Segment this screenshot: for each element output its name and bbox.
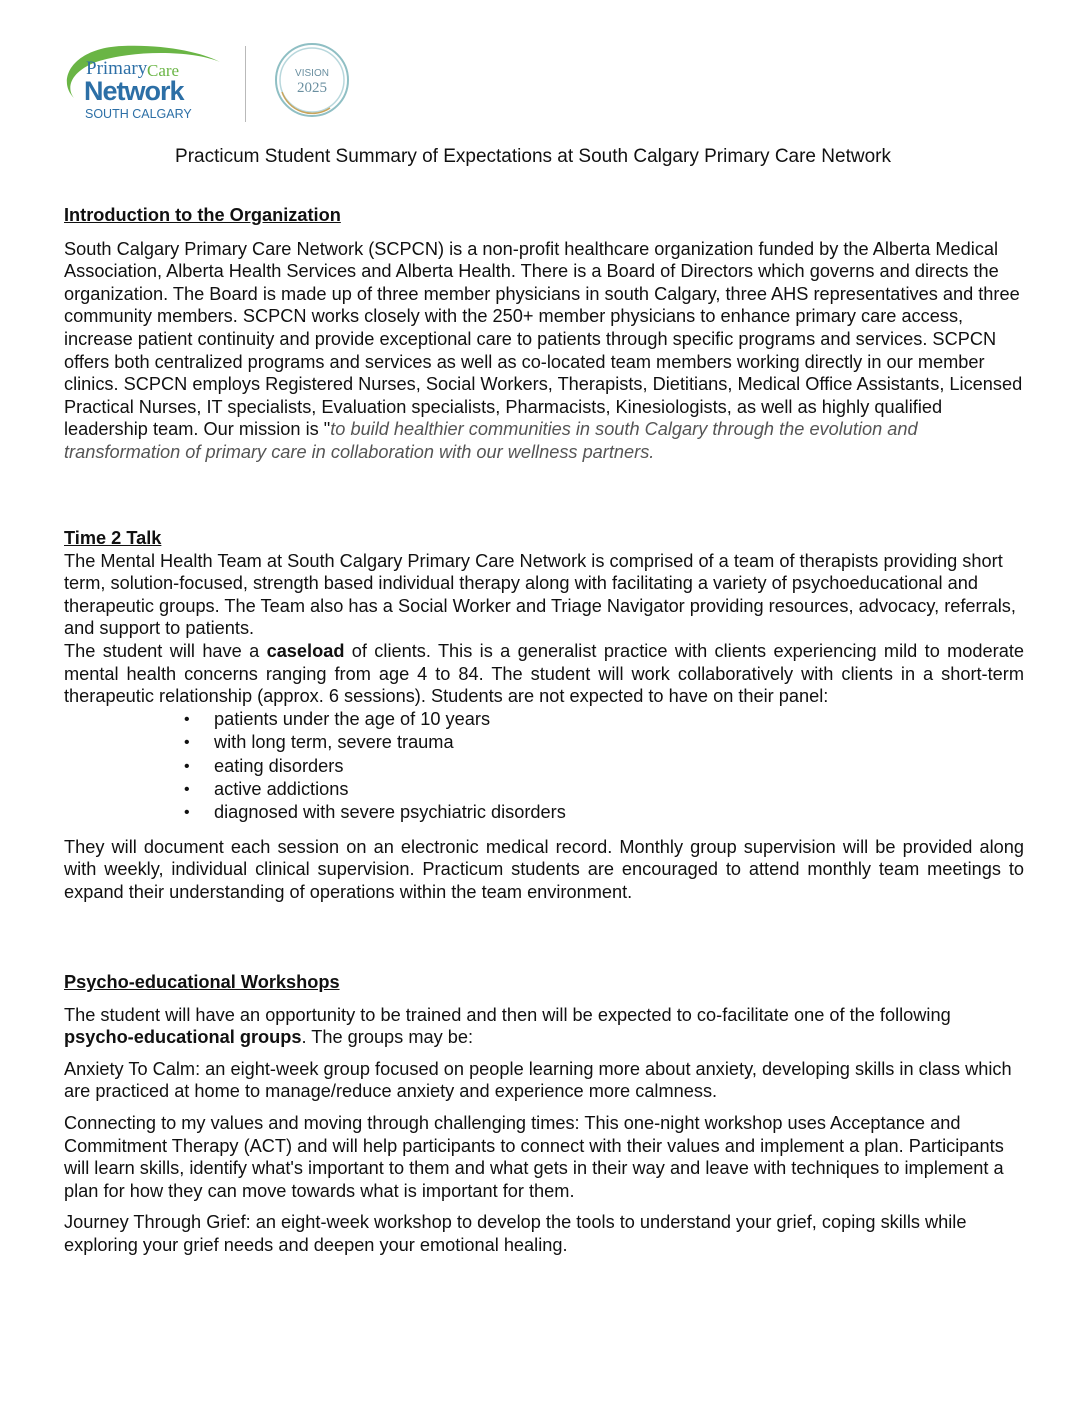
intro-section — [64, 204, 1024, 464]
journey-through-grief-paragraph: Journey Through Grief: an eight-week workshop to develop the tools to understand your grief, coping skills while exploring your grief needs and deepen your emotional healing. — [64, 1212, 967, 1255]
anxiety-to-calm-paragraph: Anxiety To Calm: an eight-week group focused on people learning more about anxiety, developing skills in class which are practiced at home to manage/reduce anxiety and experience more calmness. — [64, 1058, 1012, 1102]
time2talk-paragraph-2 — [64, 640, 1024, 708]
list-item: • active addictions — [214, 778, 1024, 801]
intro-paragraph — [64, 238, 1024, 464]
intro-heading: Introduction to the Organization — [64, 205, 341, 225]
caseload-post: of clients. This is a generalist practice with clients experiencing mild to moderate mental health concerns ranging from age 4 to 84. The student will work collaboratively with clients in a short-term therapeutic relationship (approx. 6 sessions). Students are not expected to have on their panel: — [64, 640, 1024, 707]
workshops-paragraph-1 — [64, 1004, 1024, 1049]
logo-divider — [245, 46, 246, 122]
workshops-heading: Psycho-educational Workshops — [64, 972, 340, 992]
document-title: Practicum Student Summary of Expectations at South Calgary Primary Care Network — [175, 146, 891, 167]
logo-text-care: Care — [147, 61, 180, 80]
vision-text: VISION — [295, 68, 329, 79]
caseload-pre: The student will have a — [64, 640, 267, 661]
logo-text-south-calgary: SOUTH CALGARY — [85, 107, 192, 121]
list-item: • diagnosed with severe psychiatric disorders — [214, 801, 1024, 824]
workshops-pre: The student will have an opportunity to be trained and then will be expected to co-facilitate one of the following — [64, 1004, 951, 1025]
vision-2025-logo — [272, 40, 352, 120]
logo-text-primary: Primary — [86, 58, 148, 79]
time2talk-heading: Time 2 Talk — [64, 528, 162, 548]
exclusion-list — [64, 708, 1024, 825]
time2talk-paragraph-1: The Mental Health Team at South Calgary Primary Care Network is comprised of a team of therapists providing short term, solution-focused, strength based individual therapy along with facilitating a variety of psychoeducational and therapeutic groups. The Team also has a Social Worker and Triage Navigator providing resources, advocacy, referrals, and support to patients. — [64, 550, 1016, 639]
logo-text-network: Network — [84, 76, 184, 106]
caseload-bold: caseload — [266, 640, 345, 661]
time2talk-section — [64, 527, 1024, 904]
primary-care-network-logo — [52, 40, 232, 124]
vision-year-text: 2025 — [297, 80, 327, 96]
workshops-section — [64, 971, 1024, 1257]
connecting-values-paragraph: Connecting to my values and moving through challenging times: This one-night workshop uses Acceptance and Commitment Therapy (ACT) and will help participants to connect with their values and implement a plan. Participants will learn skills, identify what's important to them and what gets in their way and leave with techniques to implement a plan for how they can move towards what is important for them. — [64, 1112, 1004, 1201]
intro-body: South Calgary Primary Care Network (SCPCN) is a non-profit healthcare organization funded by the Alberta Medical Association, Alberta Health Services and Alberta Health. There is a Board of Directors which governs and directs the organization. The Board is made up of three member physicians in south Calgary, three AHS representatives and three community members. SCPCN works closely with the 250+ member physicians to enhance primary care access, increase patient continuity and provide exceptional care to patients through specific programs and services. SCPCN offers both centralized programs and services as well as co-located team members working directly in our member clinics. SCPCN employs Registered Nurses, Social Workers, Therapists, Dietitians, Medical Office Assistants, Licensed Practical Nurses, IT specialists, Evaluation specialists, Pharmacists, Kinesiologists, as well as highly qualified leadership team. Our mission is " — [64, 238, 1023, 440]
list-item: • with long term, severe trauma — [214, 731, 1024, 754]
mission-statement: to build healthier communities in south Calgary through the evolution and transformation of primary care in collaboration with our wellness partners. — [64, 419, 918, 462]
list-item: • eating disorders — [214, 755, 1024, 778]
list-item: • patients under the age of 10 years — [214, 708, 1024, 731]
workshops-bold: psycho-educational groups — [64, 1027, 302, 1048]
time2talk-paragraph-3: They will document each session on an electronic medical record. Monthly group supervision will be provided along with weekly, individual clinical supervision. Practicum students are encouraged to attend monthly team meetings to expand their understanding of operations within the team environment. — [64, 836, 1024, 902]
workshops-post: . The groups may be: — [301, 1027, 474, 1048]
